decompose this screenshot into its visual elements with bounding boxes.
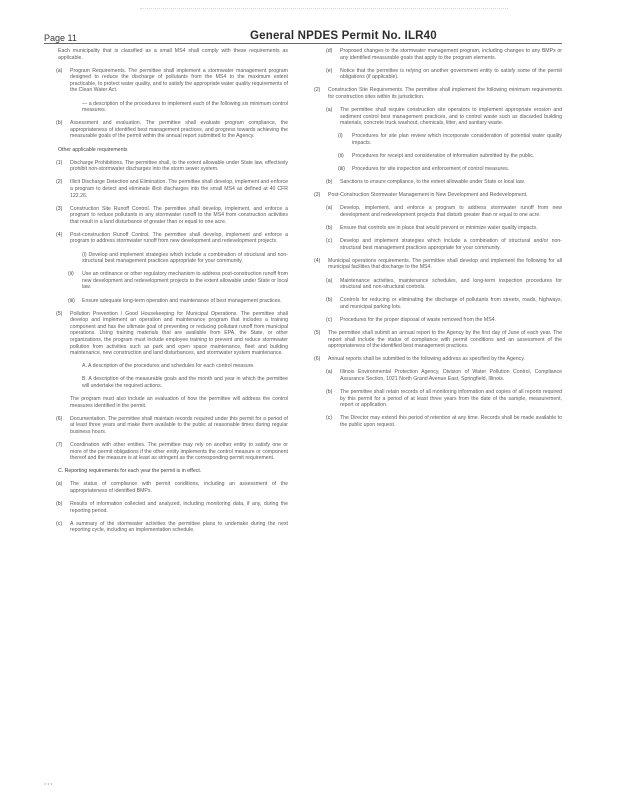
paragraph-marker: (e) [326,67,333,74]
paragraph [44,160,288,173]
paragraph-marker: (3) [314,192,321,199]
paragraph-text: Each municipality that is classified as a small MS4 shall comply with these requirements as applicable. [58,48,288,61]
paragraph-marker: (b) [326,179,333,186]
paragraph-text: Ensure adequate long-term operation and maintenance of best management practices. [82,297,282,304]
paragraph-text: B. A description of the measurable goals and the month and year in which the permittee will undertake the required actions. [82,376,288,389]
paragraph-text: Proposed changes to the stormwater management program, including changes to any BMPs or any identified measurable goals that apply to the program elements. [340,48,562,61]
paragraph-text: Municipal operations requirements. The permittee shall develop and implement the following for all municipal facilities that discharge to the MS4. [328,257,562,271]
paragraph-text: Construction Site Requirements. The permittee shall implement the following minimum requirements for construction sites within its jurisdiction. [328,87,562,100]
paragraph [314,153,562,160]
paragraph-marker: (1) [56,159,63,166]
right-column [314,48,562,435]
paragraph-text: Post-construction Runoff Control. The permittee shall develop, implement and enforce a program to address stormwater runoff from new development and redevelopment projects. [70,231,288,245]
paragraph-text: Procedures for site plan review which incorporate consideration of potential water quality impacts. [352,133,562,146]
paragraph-marker [68,363,78,370]
paragraph [44,68,288,94]
paragraph [44,120,288,140]
paragraph-marker: (d) [326,48,333,54]
paragraph [314,258,562,271]
paragraph [314,205,562,218]
paragraph [44,101,288,114]
paragraph-marker: (b) [326,297,333,304]
paragraph [314,330,562,350]
paragraph-text: Program Requirements. The permittee shall implement a stormwater management program designed to reduce the discharge of pollutants from the MS4 to the maximum extent practicable, to protect water quality, and to satisfy the appropriate water quality requirements of the Clean Water Act. [70,67,288,94]
paragraph [44,521,288,534]
paragraph-text: Construction Site Runoff Control. The permittee shall develop, implement, and enforce a program to reduce pollutants in any stormwater runoff to the MS4 from construction activities that result in a land disturbance of greater than or equal to one acre. [70,205,288,225]
paragraph-marker [44,468,54,475]
page-footer: * * * [44,783,53,789]
paragraph-text: The status of compliance with permit conditions, including an assessment of the appropriateness of identified BMPs. [70,481,288,494]
page-number: Page 11 [44,33,77,43]
header-rule [44,43,562,44]
paragraph [314,166,562,173]
paragraph-marker: (3) [56,205,63,212]
paragraph [314,87,562,100]
paragraph-text: The permittee shall require construction site operators to implement appropriate erosion and sediment control best management practices, and to control waste such as discarded building materials, concrete truck washout, chemicals, litter, and sanitary waste. [340,107,562,127]
paragraph [314,68,562,81]
paragraph-marker: (ii) [68,271,74,278]
left-column [44,48,288,540]
paragraph-marker: (5) [56,310,63,317]
paragraph-text: The program must also include an evaluation of how the permittee will address the control measures identified in the permit. [70,396,288,409]
paragraph-marker [44,147,54,154]
paragraph [44,363,288,370]
paragraph-marker: (a) [326,205,333,212]
paragraph-marker: (c) [326,316,333,323]
paragraph-marker [44,48,54,61]
paragraph-text: C. Reporting requirements for each year the permit is in effect. [58,468,202,475]
paragraph [314,297,562,310]
paragraph-marker: (i) [338,133,343,140]
paragraph [314,317,562,324]
paragraph-marker: (b) [56,501,63,508]
paragraph-marker: (6) [314,356,321,363]
paragraph [44,271,288,291]
paragraph [44,468,288,475]
paragraph-text: Maintenance activities, maintenance schedules, and long-term inspection procedures for structural and non-structural controls. [340,277,562,291]
paragraph [314,356,562,363]
paragraph-text: Assessment and evaluation. The permittee shall evaluate program compliance, the appropriateness of identified best management practices, and progress towards achieving the measurable goals of the permit within the annual report submitted to the Agency. [70,120,288,140]
paragraph [44,396,288,409]
paragraph [314,179,562,186]
paragraph-text: Sanctions to ensure compliance, to the extent allowable under State or local law. [340,179,525,186]
paragraph-text: Procedures for site inspection and enforcement of control measures. [352,166,510,173]
paragraph-marker [68,101,78,114]
paragraph-text: Develop and implement strategies which include a combination of structural and/or non-structural best management practices appropriate for your community. [340,238,562,251]
paragraph [314,192,562,199]
paragraph [314,278,562,291]
paragraph-text: The permittee shall retain records of all monitoring information and copies of all reports required by this permit for a period of at least three years from the date of the sample, measurement, report or application. [340,389,562,409]
paragraph-marker: (a) [326,107,333,114]
paragraph-text: The Director may extend this period of retention at any time. Records shall be made available to the public upon request. [340,415,562,428]
paragraph [44,232,288,245]
paragraph-text: Illicit Discharge Detection and Elimination. The permittee shall develop, implement and enforce a program to detect and eliminate illicit discharges into the small MS4 as defined at 40 CFR 122.26. [70,179,288,199]
paragraph-text: Develop, implement, and enforce a program to address stormwater runoff from new development and redevelopment projects that disturb greater than or equal to one acre. [340,205,562,218]
paragraph [314,369,562,382]
paragraph [44,206,288,226]
paragraph-marker: (b) [326,389,333,396]
paragraph [44,311,288,357]
paragraph-marker: (c) [56,520,63,527]
paragraph-text: Illinois Environmental Protection Agency, Division of Water Pollution Control, Compliance Assurance Section, 1021 North Grand Avenue East, Springfield, Illinois. [340,369,562,382]
paragraph [44,179,288,199]
paragraph [314,389,562,409]
paragraph-text: (i) Develop and implement strategies which include a combination of structural and non-structural best management practices appropriate for your community. [82,251,288,265]
paragraph [314,107,562,127]
paragraph-text: Post-Construction Stormwater Management in New Development and Redevelopment. [328,192,528,199]
paragraph [314,133,562,146]
paragraph-marker: (c) [326,238,333,245]
paragraph-marker: (4) [314,257,321,264]
paragraph-text: Use an ordinance or other regulatory mechanism to address post-construction runoff from new development and redevelopment projects to the extent allowable under State or local law. [82,271,288,291]
paragraph [44,416,288,436]
paragraph-text: Annual reports shall be submitted to the following address as specified by the Agency. [328,356,525,363]
paragraph-marker: (b) [56,120,63,127]
paragraph-marker: (ii) [338,153,344,160]
page-title: General NPDES Permit No. ILR40 [250,30,437,42]
paragraph [44,442,288,462]
paragraph-text: A. A description of the procedures and schedules for each control measure. [82,363,255,370]
paragraph-text: Procedures for the proper disposal of waste removed from the MS4. [340,316,496,323]
paragraph-text: Discharge Prohibitions. The permittee shall, to the extent allowable under State law, effectively prohibit non-stormwater discharges into the storm sewer system. [70,159,288,173]
paragraph [44,48,288,61]
paragraph [44,501,288,514]
paragraph [44,252,288,265]
paragraph-text: Other applicable requirements [58,146,128,153]
paragraph [314,225,562,232]
paragraph-marker: (a) [326,277,333,284]
paragraph-marker: (a) [326,369,333,376]
paragraph-text: A summary of the stormwater activities the permittee plans to undertake during the next reporting cycle, including an implementation schedule. [70,520,288,534]
paragraph-text: Ensure that controls are in place that would prevent or minimize water quality impacts. [340,225,538,232]
paragraph-text: Pollution Prevention / Good Housekeeping for Municipal Operations. The permittee shall develop and implement an operation and maintenance program that includes a training component and has the ultimate goal of preventing or reducing pollutant runoff from municipal operations. Using training materials that are available from EPA, the State, or other organizations, the program must include employee training to prevent and reduce stormwater pollution from activities such as park and open space maintenance, fleet and building maintenance, new construction and land disturbances, and stormwater system maintenance. [70,310,288,357]
paragraph [44,481,288,494]
paragraph-marker: (b) [326,225,333,232]
paragraph-text: The permittee shall submit an annual report to the Agency by the first day of June of each year. The report shall include the status of compliance with permit conditions and an assessment of the appropriateness of the identified best management practices. [328,330,562,350]
scan-artifact [140,8,508,10]
paragraph-marker [56,396,66,409]
paragraph-marker: (c) [326,415,333,422]
paragraph-marker: (4) [56,231,63,238]
paragraph-marker: (7) [56,442,63,449]
paragraph [314,238,562,251]
paragraph [44,298,288,305]
paragraph-marker: (iii) [338,166,345,173]
paragraph [44,376,288,389]
paragraph-marker: (a) [56,67,63,74]
paragraph-marker [68,252,78,265]
paragraph-marker: (2) [56,179,63,186]
paragraph [314,415,562,428]
paragraph-marker [68,376,78,389]
paragraph-text: Procedures for receipt and consideration of information submitted by the public. [352,153,535,160]
paragraph-text: Controls for reducing or eliminating the discharge of pollutants from streets, roads, highways, and municipal parking lots. [340,297,562,310]
paragraph-marker: (6) [56,415,63,422]
paragraph-text: Documentation. The permittee shall maintain records required under this permit for a period of at least three years and make them available to the public at reasonable times during regular business hours. [70,415,288,435]
paragraph-marker: (iii) [68,297,75,304]
paragraph [314,48,562,61]
paragraph [44,147,288,154]
paragraph-marker: (2) [314,87,321,94]
paragraph-text: Results of information collected and analyzed, including monitoring data, if any, during the reporting period. [70,501,288,514]
paragraph-text: — a description of the procedures to implement each of the following six minimum control measures. [82,100,288,114]
paragraph-marker: (5) [314,330,321,337]
paragraph-marker: (a) [56,481,63,488]
paragraph-text: Notice that the permittee is relying on another government entity to satisfy some of the permit obligations (if applicable). [340,67,562,81]
paragraph-text: Coordination with other entities. The permittee may rely on another entity to satisfy one or more of the permit obligations if the other entity implements the control measure or component thereof and the measure is at least as stringent as the corresponding permit requirement. [70,442,288,462]
